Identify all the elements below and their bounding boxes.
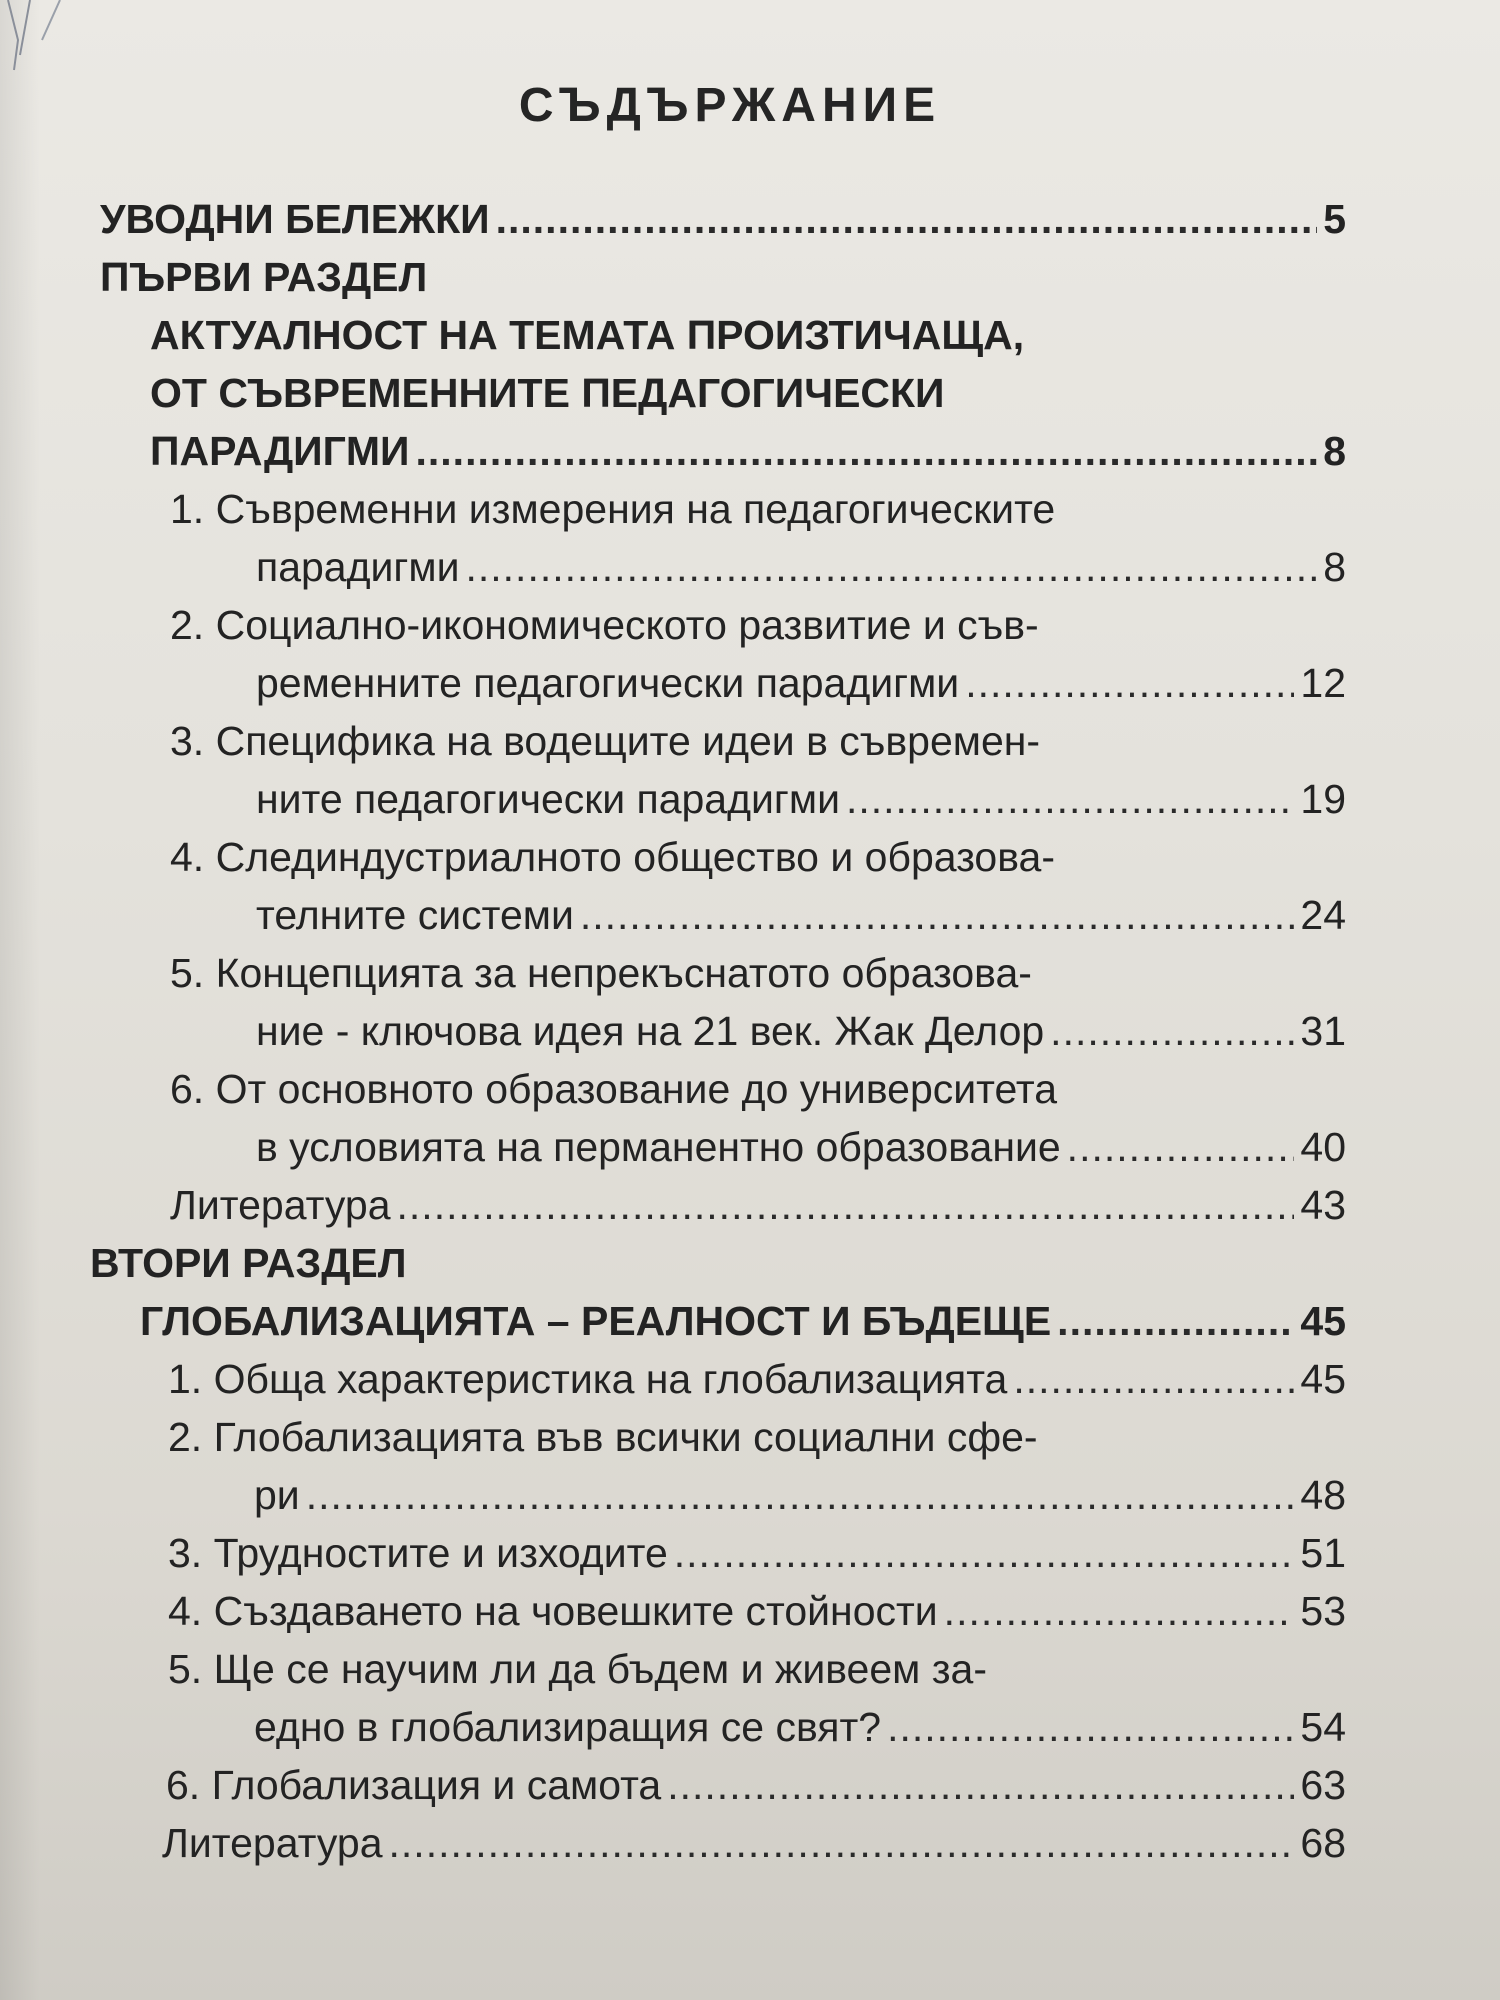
leader-dots: [965, 660, 1294, 707]
toc-item-text: телните системи: [256, 892, 574, 938]
part1-title-line2: [0, 370, 1500, 428]
toc-item-text: ние - ключова идея на 21 век. Жак Делор: [256, 1008, 1045, 1054]
toc-item-2-6[interactable]: [0, 1762, 1346, 1820]
toc-item-2-2-line1: [0, 1414, 1500, 1472]
page-number: 53: [1300, 1588, 1346, 1634]
part1-title-line1: [0, 312, 1500, 370]
page-number: 48: [1300, 1472, 1346, 1518]
leader-dots: [846, 776, 1294, 823]
leader-dots: [1067, 1124, 1295, 1171]
toc-item-text: 5. Ще се научим ли да бъдем и живеем за-: [168, 1646, 987, 1692]
toc-item-text: в условията на перманентно образование: [256, 1124, 1061, 1170]
toc-entry-part2-title[interactable]: [0, 1298, 1346, 1356]
toc-item-4-line1: [0, 834, 1500, 892]
toc-item-text: 6. Глобализация и самота: [166, 1762, 662, 1808]
leader-dots: [1057, 1298, 1294, 1345]
leader-dots: [580, 892, 1295, 939]
page-number: 31: [1300, 1008, 1346, 1054]
leader-dots: [496, 196, 1318, 243]
toc-item-text: 5. Концепцията за непрекъснатото образова-: [170, 950, 1032, 996]
toc-item-6-line1: [0, 1066, 1500, 1124]
toc-item-text: 3. Трудностите и изходите: [168, 1530, 668, 1576]
page-number: 40: [1300, 1124, 1346, 1170]
leader-dots: [1013, 1356, 1294, 1403]
toc-item-2-5[interactable]: [0, 1704, 1346, 1762]
page-title: СЪДЪРЖАНИЕ: [518, 79, 942, 132]
part2-heading: [0, 1240, 1500, 1298]
toc-item-2-4[interactable]: [0, 1588, 1346, 1646]
page-number: 45: [1300, 1298, 1346, 1344]
toc-entry-intro[interactable]: [0, 196, 1346, 254]
part2-title-text: ГЛОБАЛИЗАЦИЯТА – РЕАЛНОСТ И БЪДЕЩЕ: [140, 1298, 1052, 1344]
toc-item-3[interactable]: [0, 776, 1346, 834]
leader-dots: [887, 1704, 1294, 1751]
part1-heading: [0, 254, 1500, 312]
page-number: 5: [1323, 196, 1346, 242]
toc-item-4[interactable]: [0, 892, 1346, 950]
page-number: 63: [1300, 1762, 1346, 1808]
toc-entry-text: УВОДНИ БЕЛЕЖКИ: [100, 196, 490, 242]
toc-item-text: 4. Слединдустриалното общество и образова-: [170, 834, 1056, 880]
page-number: 24: [1300, 892, 1346, 938]
page-number: 43: [1300, 1182, 1346, 1228]
toc-item-2-5-line1: [0, 1646, 1500, 1704]
page-number: 68: [1300, 1820, 1346, 1866]
page-number: 8: [1323, 544, 1346, 590]
leader-dots: [389, 1820, 1295, 1867]
toc-item-text: ри: [254, 1472, 300, 1518]
toc-item-text: 1. Съвременни измерения на педагогическите: [170, 486, 1056, 532]
toc-item-5-line1: [0, 950, 1500, 1008]
toc-item-3-line1: [0, 718, 1500, 776]
toc-item-text: 4. Създаването на човешките стойности: [168, 1588, 938, 1634]
toc-item-2-line1: [0, 602, 1500, 660]
toc-entry-part1-title[interactable]: [0, 428, 1346, 486]
leader-dots: [416, 428, 1318, 475]
leader-dots: [674, 1530, 1295, 1577]
page-number: 45: [1300, 1356, 1346, 1402]
toc-item-text: ременните педагогически парадигми: [256, 660, 960, 706]
toc-item-text: 2. Социално-икономическото развитие и съв-: [170, 602, 1039, 648]
toc-item-text: едно в глобализиращия се свят?: [254, 1704, 882, 1750]
part2-heading-text: ВТОРИ РАЗДЕЛ: [90, 1240, 407, 1286]
pen-mark-icon: [0, 0, 120, 90]
toc-item-2-2[interactable]: [0, 1472, 1346, 1530]
page-number: 19: [1300, 776, 1346, 822]
toc-item-text: 6. От основното образование до университета: [170, 1066, 1058, 1112]
toc-item-text: ните педагогически парадигми: [256, 776, 840, 822]
table-of-contents: [0, 196, 1500, 1878]
part1-title-text-1: АКТУАЛНОСТ НА ТЕМАТА ПРОИЗТИЧАЩА,: [150, 312, 1025, 358]
toc-item-literature-2[interactable]: [0, 1820, 1346, 1878]
leader-dots: [1050, 1008, 1294, 1055]
toc-item-text: 1. Обща характеристика на глобализацията: [168, 1356, 1008, 1402]
toc-item-2-1[interactable]: [0, 1356, 1346, 1414]
toc-item-literature-1[interactable]: [0, 1182, 1346, 1240]
toc-item-2-3[interactable]: [0, 1530, 1346, 1588]
toc-item-text: парадигми: [256, 544, 460, 590]
toc-item-text: 3. Специфика на водещите идеи в съвремен-: [170, 718, 1041, 764]
leader-dots: [944, 1588, 1295, 1635]
leader-dots: [465, 544, 1317, 591]
part1-title-text-2: ОТ СЪВРЕМЕННИТЕ ПЕДАГОГИЧЕСКИ: [150, 370, 945, 416]
page-number: 8: [1323, 428, 1346, 474]
toc-item-6[interactable]: [0, 1124, 1346, 1182]
toc-item-5[interactable]: [0, 1008, 1346, 1066]
toc-item-1-line1: [0, 486, 1500, 544]
toc-item-1[interactable]: [0, 544, 1346, 602]
toc-item-text: 2. Глобализацията във всички социални сфе-: [168, 1414, 1038, 1460]
page-number: 54: [1300, 1704, 1346, 1750]
page-number: 51: [1300, 1530, 1346, 1576]
part1-title-text-3: ПАРАДИГМИ: [150, 428, 410, 474]
leader-dots: [306, 1472, 1295, 1519]
leader-dots: [667, 1762, 1294, 1809]
page-number: 12: [1300, 660, 1346, 706]
leader-dots: [397, 1182, 1295, 1229]
toc-item-text: Литература: [170, 1182, 391, 1228]
part1-heading-text: ПЪРВИ РАЗДЕЛ: [100, 254, 428, 300]
toc-item-2[interactable]: [0, 660, 1346, 718]
toc-item-text: Литература: [162, 1820, 383, 1866]
